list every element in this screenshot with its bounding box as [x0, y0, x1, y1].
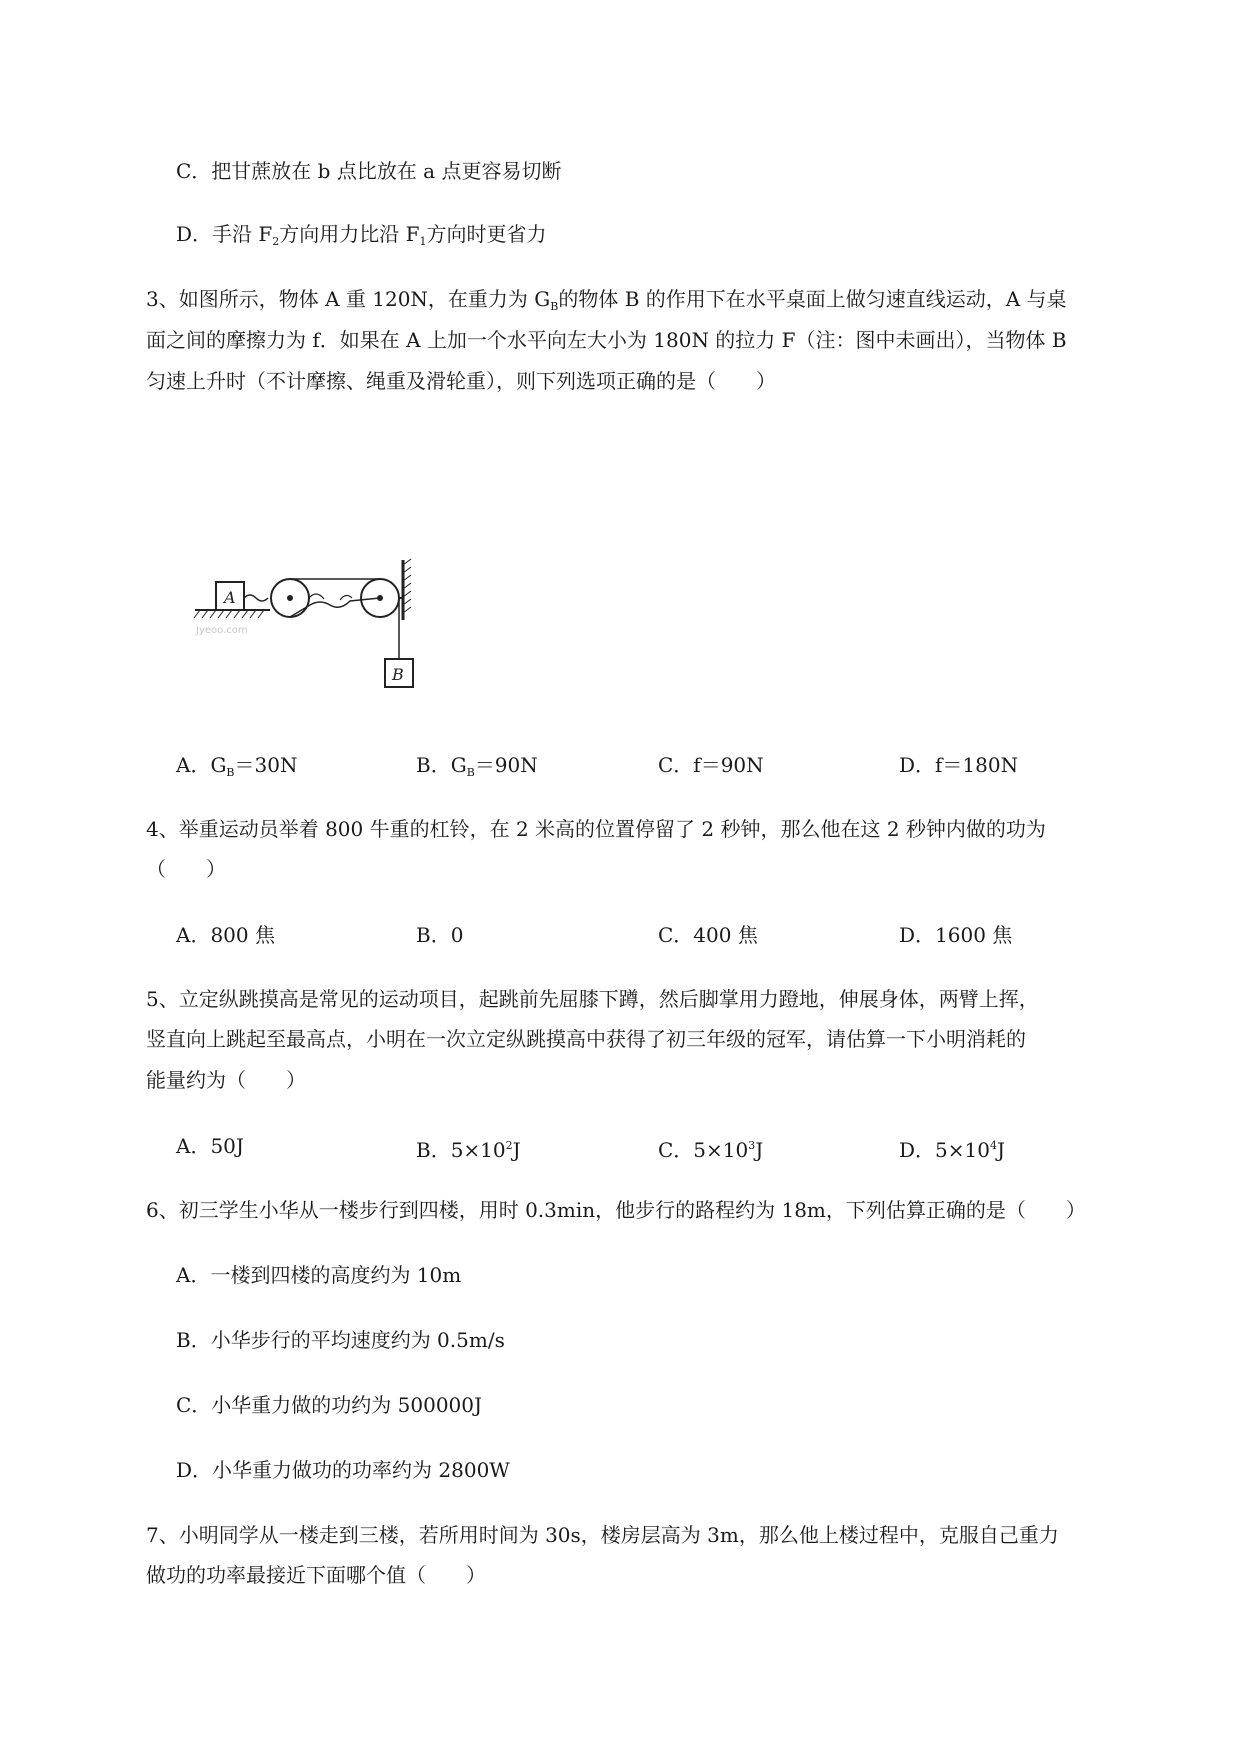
q5-option-d: D．$5\times 10^4J$ — [899, 1138, 1005, 1162]
q4-stem-line2: （ ） — [146, 857, 226, 881]
q5-option-c: C．$5\times 10^3J$ — [658, 1138, 764, 1162]
q6-option-a: A．一楼到四楼的高度约为 10m — [176, 1263, 462, 1287]
q5-option-a: A．50J — [176, 1134, 244, 1158]
q6-stem-line1: 6、初三学生小华从一楼步行到四楼，用时 0.3min，他步行的路程约为 18m，下列估算正确的是（ ） — [146, 1198, 1086, 1222]
q5-stem-line1: 5、立定纵跳摸高是常见的运动项目，起跳前先屈膝下蹲，然后脚掌用力蹬地，伸展身体，两臂上挥， — [146, 987, 1039, 1011]
q4-option-c: C．400 焦 — [658, 923, 758, 947]
q2-option-c: C．把甘蔗放在 b 点比放在 a 点更容易切断 — [176, 159, 562, 183]
q3-option-d: D．f＝180N — [899, 753, 1019, 777]
q3-option-c: C．f＝90N — [658, 753, 764, 777]
label-a: A — [224, 588, 236, 607]
q2-option-d: D．手沿 $F_2$方向用力比沿 $F_1$方向时更省力 — [176, 222, 547, 248]
q7-stem-line2: 做功的功率最接近下面哪个值（ ） — [146, 1563, 486, 1587]
q4-option-d: D．1600 焦 — [899, 923, 1013, 947]
q4-option-a: A．800 焦 — [176, 923, 275, 947]
q6-option-d: D．小华重力做功的功率约为 2800W — [176, 1458, 510, 1482]
q3-option-a: A．$G_B=30N$ — [176, 753, 298, 779]
q3-stem-line3: 匀速上升时（不计摩擦、绳重及滑轮重），则下列选项正确的是（ ） — [146, 369, 776, 393]
label-b: B — [392, 665, 404, 684]
q4-option-b: B．0 — [416, 923, 464, 947]
q5-stem-line3: 能量约为（ ） — [146, 1068, 306, 1092]
q5-stem-line2: 竖直向上跳起至最高点，小明在一次立定纵跳摸高中获得了初三年级的冠军，请估算一下小明消耗的 — [146, 1027, 1026, 1051]
q5-option-b: B．$5\times 10^2J$ — [416, 1138, 521, 1162]
q6-option-c: C．小华重力做的功约为 500000J — [176, 1393, 483, 1417]
watermark: Jyeoo.com — [196, 625, 248, 636]
q3-stem-line2: 面之间的摩擦力为 f．如果在 A 上加一个水平向左大小为 180N 的拉力 F（注：图中未画出），当物体 B — [146, 328, 1067, 352]
q6-option-b: B．小华步行的平均速度约为 0.5m/s — [176, 1328, 505, 1352]
pulley-figure — [190, 555, 450, 695]
q7-stem-line1: 7、小明同学从一楼走到三楼，若所用时间为 30s，楼房层高为 3m，那么他上楼过程中，克服自己重力 — [146, 1523, 1059, 1547]
q3-stem-line1: 3、如图所示，物体 A 重 120N，在重力为 $G_B$的物体 B 的作用下在水平桌面上做匀速直线运动，A 与桌 — [146, 287, 1067, 313]
q3-option-b: B．$G_B=90N$ — [416, 753, 538, 779]
q4-stem-line1: 4、举重运动员举着 800 牛重的杠铃，在 2 米高的位置停留了 2 秒钟，那么他在这 2 秒钟内做的功为 — [146, 817, 1046, 841]
